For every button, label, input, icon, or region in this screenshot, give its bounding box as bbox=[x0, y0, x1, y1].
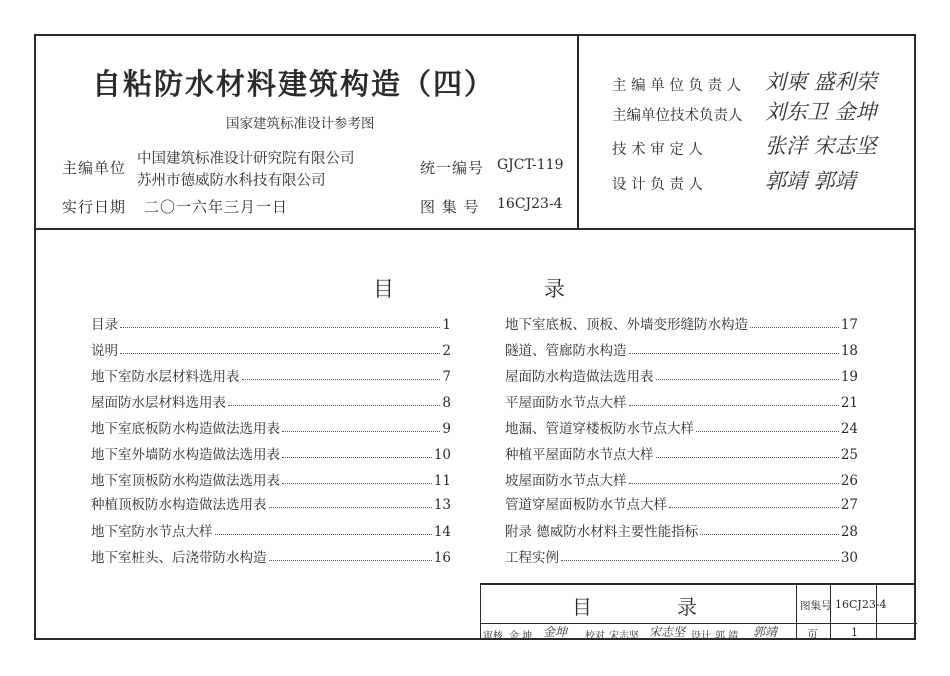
toc-leader bbox=[750, 327, 839, 328]
toc-leader bbox=[282, 483, 432, 484]
title-block-row-divider bbox=[481, 623, 796, 624]
toc-leader bbox=[656, 379, 839, 380]
toc-leader bbox=[269, 560, 432, 561]
toc-leader bbox=[656, 457, 839, 458]
toc-leader bbox=[700, 534, 839, 535]
toc-entry-page: 21 bbox=[840, 395, 858, 411]
toc-entry[interactable] bbox=[505, 419, 858, 437]
toc-entry-page: 14 bbox=[433, 524, 451, 540]
toc-entry-title: 平屋面防水节点大样 bbox=[505, 395, 627, 411]
chief-unit-head-signature: 刘柬 盛利荣 bbox=[765, 70, 877, 94]
toc-entry[interactable] bbox=[505, 367, 858, 385]
toc-entry-page: 13 bbox=[433, 497, 451, 513]
toc-entry[interactable] bbox=[91, 445, 451, 463]
title-block-atlas-label: 图集号 bbox=[800, 600, 832, 612]
toc-leader bbox=[629, 405, 839, 406]
toc-leader bbox=[228, 405, 440, 406]
toc-leader bbox=[561, 560, 839, 561]
toc-entry-title: 工程实例 bbox=[505, 550, 559, 566]
toc-entry-title: 地下室顶板防水构造做法选用表 bbox=[91, 473, 280, 489]
toc-entry-title: 屋面防水构造做法选用表 bbox=[505, 369, 654, 385]
toc-heading-right: 录 bbox=[544, 277, 565, 301]
toc-leader bbox=[215, 534, 432, 535]
toc-entry-page: 27 bbox=[840, 497, 858, 513]
toc-entry-page: 28 bbox=[840, 524, 858, 540]
title-block-col-divider bbox=[876, 585, 877, 640]
toc-entry[interactable] bbox=[91, 522, 451, 540]
title-block-atlas-value: 16CJ23-4 bbox=[835, 598, 887, 611]
toc-entry-title: 地漏、管道穿楼板防水节点大样 bbox=[505, 421, 694, 437]
toc-entry-page: 25 bbox=[840, 447, 858, 463]
toc-entry-title: 目录 bbox=[91, 317, 118, 333]
toc-entry-title: 地下室外墙防水构造做法选用表 bbox=[91, 447, 280, 463]
toc-leader bbox=[696, 431, 839, 432]
editor-unit-1: 中国建筑标准设计研究院有限公司 bbox=[137, 151, 355, 167]
unified-number-label: 统一编号 bbox=[420, 159, 485, 177]
check-signature: 宋志坚 bbox=[649, 625, 686, 639]
toc-entry-title: 附录 德威防水材料主要性能指标 bbox=[505, 524, 699, 540]
chief-unit-tech-head-label: 主编单位技术负责人 bbox=[612, 108, 743, 124]
toc-entry[interactable] bbox=[505, 445, 858, 463]
toc-entry-title: 地下室桩头、后浇带防水构造 bbox=[91, 550, 267, 566]
title-block-page-label: 页 bbox=[807, 628, 818, 641]
toc-entry[interactable] bbox=[505, 393, 858, 411]
toc-entry-page: 10 bbox=[433, 447, 451, 463]
toc-entry[interactable] bbox=[505, 471, 858, 489]
title-block-row-divider bbox=[796, 623, 917, 624]
title-block-name-right: 录 bbox=[677, 595, 697, 619]
technical-reviewer-signature: 张洋 宋志坚 bbox=[765, 134, 877, 158]
check-name: 宋志坚 bbox=[609, 631, 639, 642]
toc-entry[interactable] bbox=[505, 522, 858, 540]
toc-entry-page: 26 bbox=[840, 473, 858, 489]
toc-entry-title: 说明 bbox=[91, 343, 118, 359]
toc-entry-page: 24 bbox=[840, 421, 858, 437]
toc-entry-title: 地下室底板防水构造做法选用表 bbox=[91, 421, 280, 437]
toc-entry-title: 地下室防水节点大样 bbox=[91, 524, 213, 540]
title-block bbox=[480, 583, 916, 640]
header-vertical-divider bbox=[577, 34, 579, 229]
toc-entry[interactable] bbox=[91, 471, 451, 489]
toc-entry[interactable] bbox=[91, 548, 451, 566]
header-divider bbox=[34, 228, 916, 230]
review-name: 金 坤 bbox=[509, 631, 533, 642]
toc-leader bbox=[269, 507, 432, 508]
toc-leader bbox=[120, 327, 440, 328]
toc-entry-page: 30 bbox=[840, 550, 858, 566]
toc-entry[interactable] bbox=[91, 367, 451, 385]
title-block-name-left: 目 bbox=[572, 595, 592, 619]
atlas-number-value: 16CJ23-4 bbox=[497, 196, 563, 212]
toc-entry-title: 坡屋面防水节点大样 bbox=[505, 473, 627, 489]
toc-entry-page: 1 bbox=[442, 317, 451, 333]
toc-entry[interactable] bbox=[91, 393, 451, 411]
chief-unit-tech-head-signature: 刘东卫 金坤 bbox=[765, 100, 877, 124]
toc-entry[interactable] bbox=[505, 495, 858, 513]
toc-entry-title: 种植平屋面防水节点大样 bbox=[505, 447, 654, 463]
toc-entry-title: 屋面防水层材料选用表 bbox=[91, 395, 226, 411]
toc-entry-title: 地下室防水层材料选用表 bbox=[91, 369, 240, 385]
document-title: 自粘防水材料建筑构造（四） bbox=[92, 67, 496, 101]
title-block-col-divider bbox=[796, 585, 797, 640]
toc-heading-left: 目 bbox=[373, 277, 394, 301]
date-value: 二〇一六年三月一日 bbox=[144, 198, 289, 216]
unified-number-value: GJCT-119 bbox=[497, 157, 564, 173]
toc-entry-page: 9 bbox=[442, 421, 451, 437]
review-signature: 金坤 bbox=[543, 625, 568, 639]
toc-entry-page: 11 bbox=[433, 473, 451, 489]
toc-entry[interactable] bbox=[505, 315, 858, 333]
technical-reviewer-label: 技 术 审 定 人 bbox=[612, 142, 703, 158]
toc-leader bbox=[629, 483, 839, 484]
check-label: 校对 bbox=[585, 631, 605, 642]
toc-entry[interactable] bbox=[91, 495, 451, 513]
document-subtitle: 国家建筑标准设计参考图 bbox=[226, 116, 375, 132]
toc-entry[interactable] bbox=[505, 548, 858, 566]
toc-entry-title: 地下室底板、顶板、外墙变形缝防水构造 bbox=[505, 317, 748, 333]
toc-entry-title: 种植顶板防水构造做法选用表 bbox=[91, 497, 267, 513]
toc-entry[interactable] bbox=[91, 315, 451, 333]
toc-entry-page: 7 bbox=[442, 369, 451, 385]
toc-entry-page: 8 bbox=[442, 395, 451, 411]
date-label: 实行日期 bbox=[62, 198, 127, 216]
toc-entry-page: 19 bbox=[840, 369, 858, 385]
design-lead-signature: 郭靖 郭靖 bbox=[765, 169, 856, 193]
toc-leader bbox=[629, 353, 839, 354]
toc-leader bbox=[282, 457, 432, 458]
toc-entry-title: 管道穿屋面板防水节点大样 bbox=[505, 497, 667, 513]
title-block-page-value: 1 bbox=[851, 626, 858, 639]
review-label: 审核 bbox=[483, 631, 503, 642]
toc-leader bbox=[242, 379, 441, 380]
toc-leader bbox=[669, 507, 839, 508]
toc-entry-title: 隧道、管廊防水构造 bbox=[505, 343, 627, 359]
design-signature: 郭靖 bbox=[753, 625, 778, 639]
design-lead-label: 设 计 负 责 人 bbox=[612, 177, 703, 193]
editor-unit-2: 苏州市德威防水科技有限公司 bbox=[137, 173, 326, 189]
toc-entry-page: 16 bbox=[433, 550, 451, 566]
design-name: 郭 靖 bbox=[715, 631, 739, 642]
atlas-number-label: 图 集 号 bbox=[420, 198, 480, 216]
editor-label: 主编单位 bbox=[62, 159, 127, 177]
chief-unit-head-label: 主 编 单 位 负 责 人 bbox=[612, 78, 742, 94]
toc-entry[interactable] bbox=[91, 341, 451, 359]
toc-leader bbox=[282, 431, 440, 432]
toc-entry-page: 2 bbox=[442, 343, 451, 359]
toc-entry-page: 17 bbox=[840, 317, 858, 333]
design-label: 设计 bbox=[691, 631, 711, 642]
toc-entry[interactable] bbox=[91, 419, 451, 437]
toc-leader bbox=[120, 353, 440, 354]
toc-entry[interactable] bbox=[505, 341, 858, 359]
toc-entry-page: 18 bbox=[840, 343, 858, 359]
